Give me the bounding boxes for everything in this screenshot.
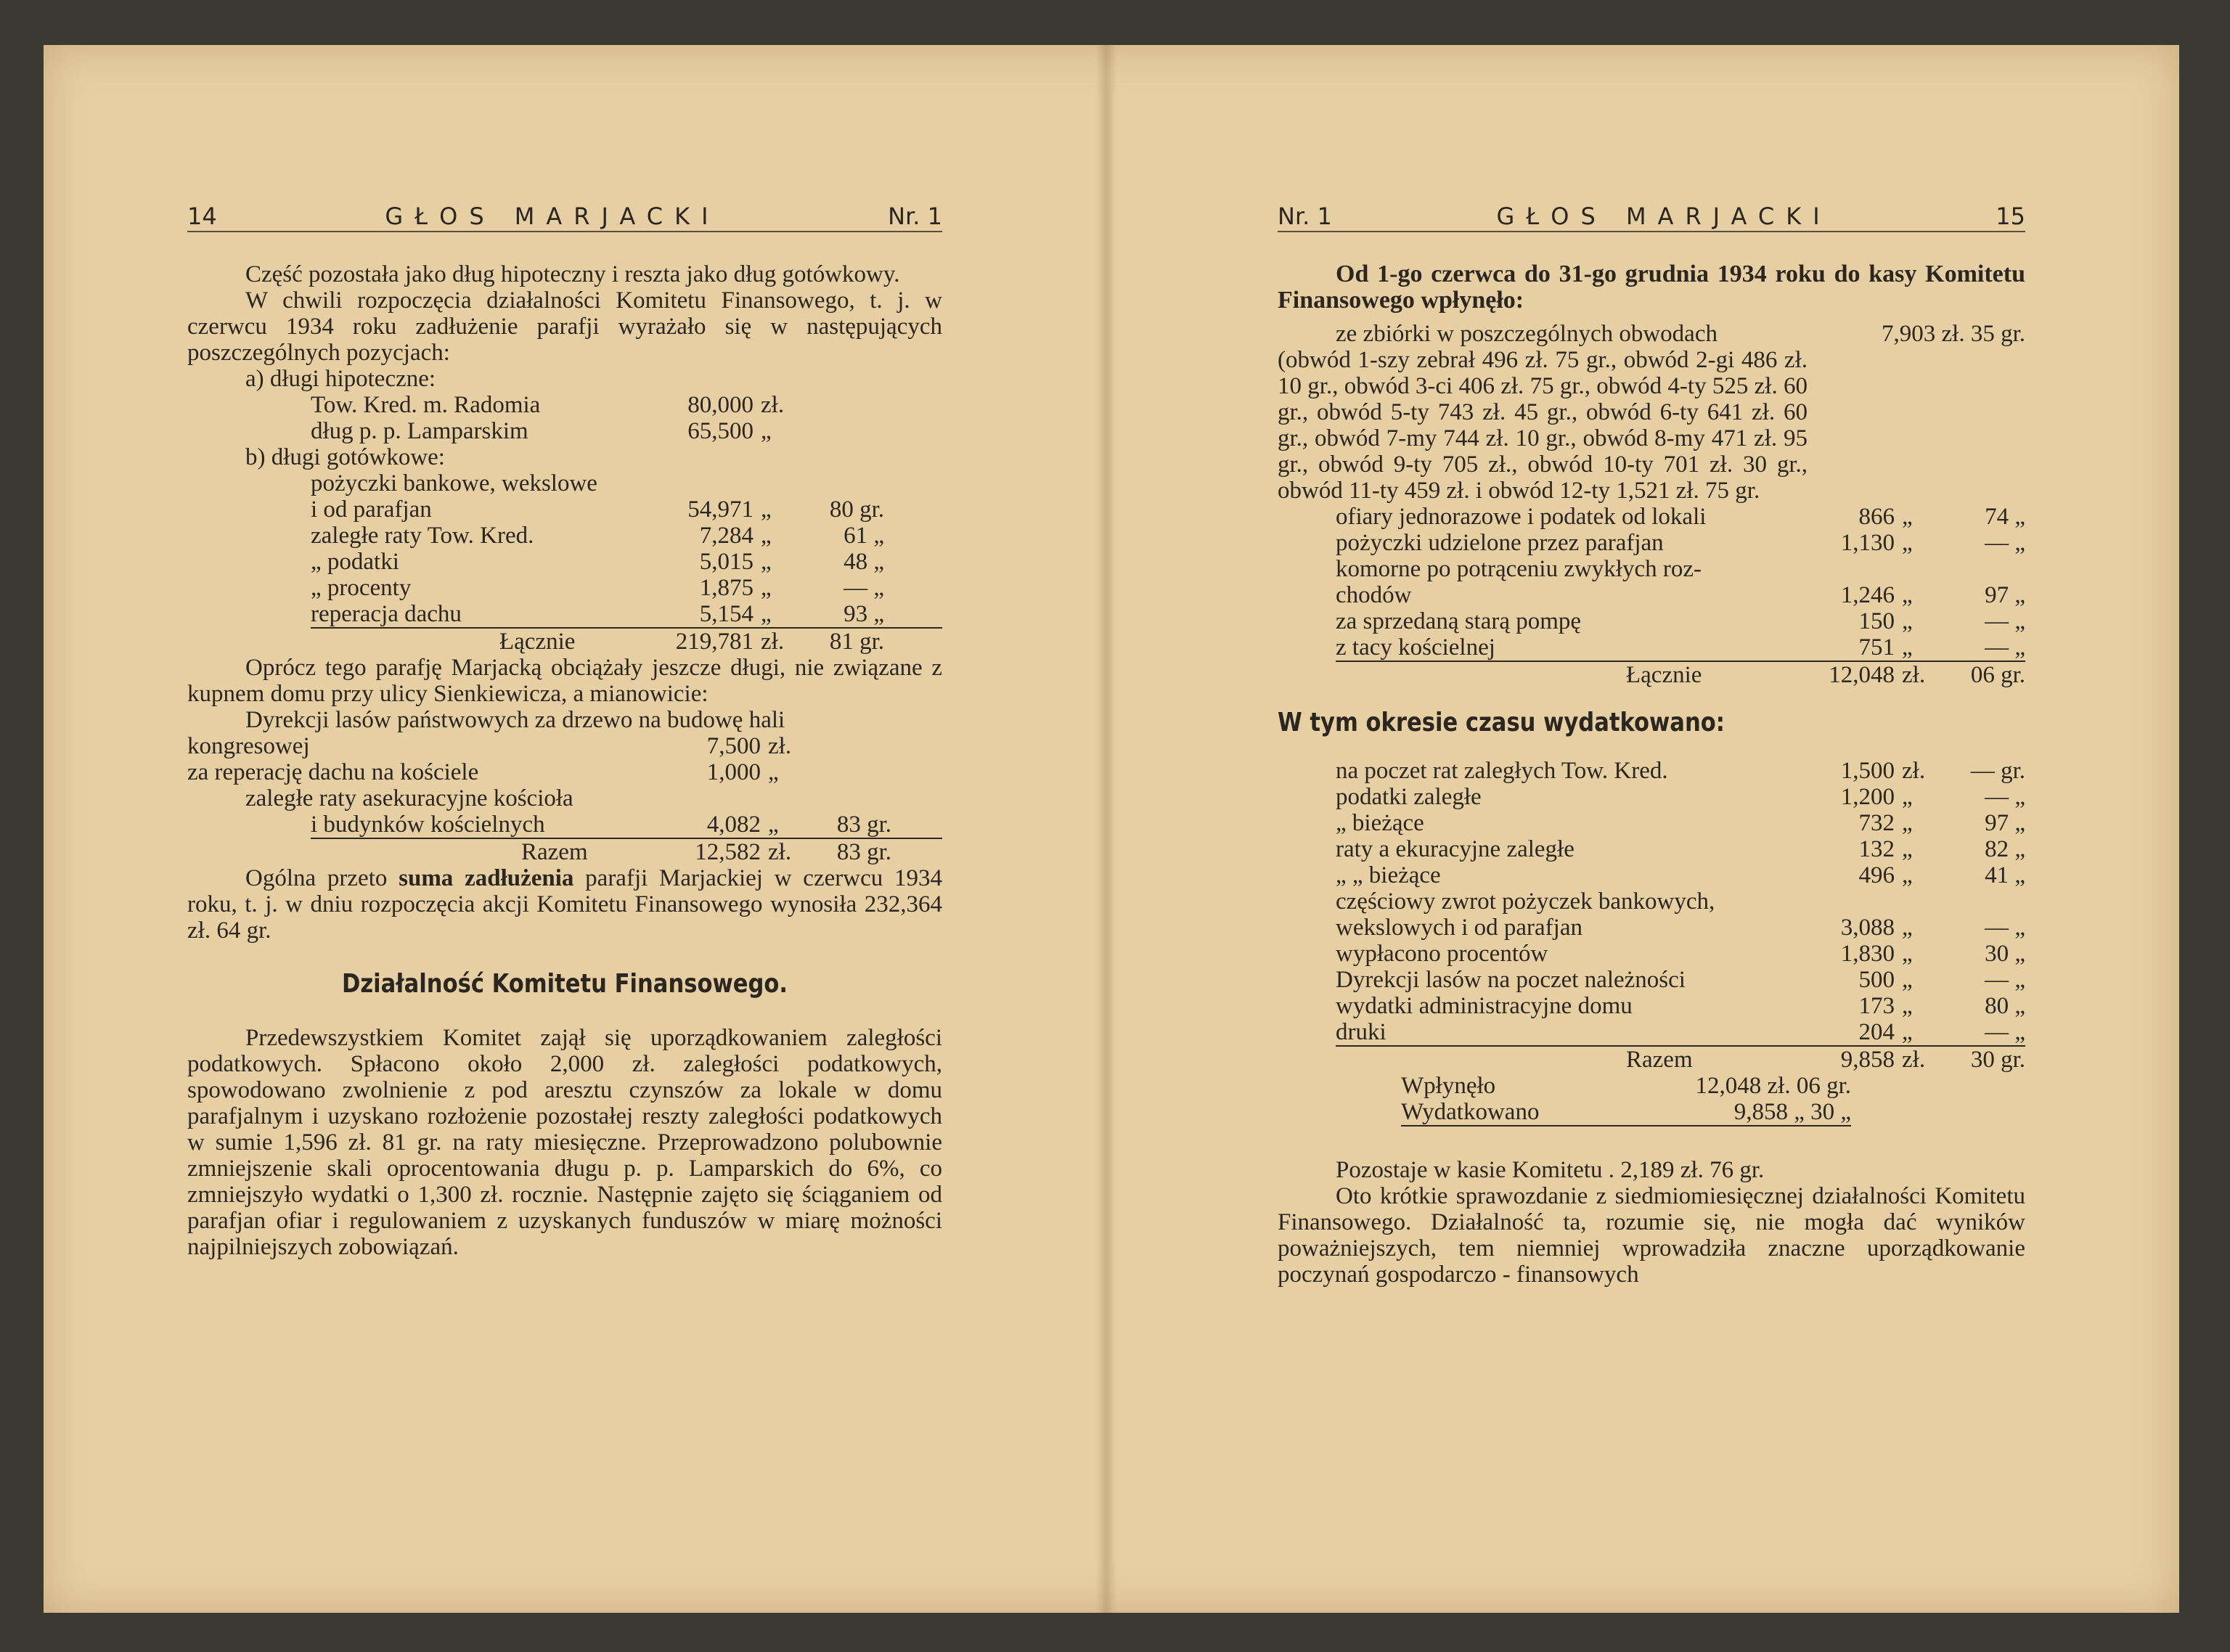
row-label: dług p. p. Lamparskim: [311, 418, 528, 444]
expense-total: [1278, 1047, 2025, 1073]
row-zloty: 132: [1858, 836, 1895, 862]
total-debt-paragraph: Ogólna przeto suma zadłużenia parafji Marjackiej w czerwcu 1934 roku, t. j. w dniu rozpoczęcia akcji Komitetu Finansowego wynosiła 232,364 zł. 64 gr.: [187, 865, 942, 944]
row-zloty: [1786, 888, 1895, 915]
row-unit: „: [761, 418, 772, 444]
ledger-row: [1336, 504, 2025, 530]
row-grosze: 06 gr.: [1970, 662, 2025, 688]
row-zloty: 1,130: [1840, 530, 1895, 556]
row-unit: „: [1902, 784, 1913, 810]
ledger-row: [1336, 608, 2025, 634]
row-zloty: 65,500: [687, 418, 753, 444]
row-unit: zł.: [761, 629, 785, 655]
row-label: i budynków kościelnych: [311, 811, 545, 838]
row-zloty: 54,971: [687, 496, 753, 523]
total-ledger-row: [521, 839, 942, 865]
row-label: komorne po potrąceniu zwykłych roz-: [1336, 556, 1702, 582]
row-unit: „: [761, 496, 772, 523]
ledger-row: [311, 392, 942, 418]
total-ledger-row: [499, 629, 942, 655]
right-page: [1278, 203, 2025, 1288]
row-zloty: 866: [1858, 504, 1895, 530]
row-grosze: [812, 733, 891, 759]
row-unit: „: [1902, 967, 1913, 993]
row-grosze: — „: [1985, 784, 2025, 810]
row-grosze: — gr.: [1970, 758, 2025, 784]
insurance-row: [187, 811, 942, 839]
row-zloty: 80,000: [687, 392, 753, 418]
row-zloty: 732: [1858, 810, 1895, 836]
row-grosze: 97 „: [1985, 582, 2025, 608]
row-zloty: 4,082: [706, 811, 761, 838]
ledger-row: [1336, 810, 2025, 836]
row-label: za sprzedaną starą pompę: [1336, 608, 1582, 634]
left-page: [187, 203, 942, 1260]
row-label: „ podatki: [311, 549, 399, 575]
debt-list: [187, 366, 942, 629]
ledger-row: [311, 523, 942, 549]
row-label: Łącznie: [499, 629, 576, 655]
row-unit: „: [768, 759, 779, 785]
row-unit: „: [1902, 941, 1913, 967]
row-label: wydatki administracyjne domu: [1336, 993, 1633, 1019]
row-unit: [1895, 556, 1945, 582]
ledger-row: [1336, 582, 2025, 608]
issue-number: Nr. 1: [888, 203, 942, 230]
ledger-row: [1336, 836, 2025, 862]
row-label: chodów: [1336, 582, 1412, 608]
row-zloty: 7,284: [699, 523, 753, 549]
row-unit: „: [1902, 504, 1913, 530]
row-label: częściowy zwrot pożyczek bankowych,: [1336, 888, 1715, 915]
ledger-row: [311, 575, 942, 601]
row-unit: „: [1902, 810, 1913, 836]
row-zloty: 3,088: [1840, 915, 1895, 941]
ledger-row: [1336, 888, 2025, 915]
extra-debt-items: [187, 733, 942, 785]
ledger-row: [187, 759, 942, 785]
row-grosze: 93 „: [844, 601, 884, 627]
balance-in: Wpłynęło 12,048 zł. 06 gr.: [1401, 1073, 1851, 1099]
income-list: [1278, 321, 2025, 347]
row-unit: „: [1902, 634, 1913, 661]
row-label: zaległe raty Tow. Kred.: [311, 523, 534, 549]
row-zloty: 1,875: [699, 575, 753, 601]
row-grosze: 83 gr.: [836, 811, 891, 838]
row-zloty: 219,781: [675, 629, 753, 655]
section-a-label: a) długi hipoteczne:: [245, 366, 436, 392]
book-gutter: [1096, 45, 1116, 1613]
ledger-row: [1336, 967, 2025, 993]
row-unit: [1895, 888, 1945, 915]
row-zloty: 496: [1858, 862, 1895, 888]
row-zloty: 1,000: [706, 759, 761, 785]
row-grosze: [804, 418, 884, 444]
page-number: 14: [187, 203, 217, 230]
total-ledger-row: [1626, 662, 2025, 688]
row-unit: „: [1902, 608, 1913, 634]
intro-paragraph: Część pozostała jako dług hipoteczny i reszta jako dług gotówkowy.: [245, 261, 900, 287]
row-grosze: 82 „: [1985, 836, 2025, 862]
cash-debt-items: [311, 496, 942, 629]
row-grosze: 30 gr.: [1970, 1047, 2025, 1073]
page-number: 15: [1996, 203, 2025, 230]
row-label: „ „ bieżące: [1336, 862, 1441, 888]
ledger-row: [1336, 758, 2025, 784]
row-unit: „: [768, 811, 779, 838]
row-grosze: — „: [1985, 915, 2025, 941]
row-grosze: — „: [844, 575, 884, 601]
row-label: podatki zaległe: [1336, 784, 1482, 810]
row-label: pożyczki udzielone przez parafjan: [1336, 530, 1664, 556]
section-b-sub: pożyczki bankowe, wekslowe: [311, 470, 597, 496]
ledger-row: [187, 733, 942, 759]
balance: [1278, 1073, 2025, 1126]
ledger-row: [1336, 784, 2025, 810]
collection-row: ze zbiórki w poszczególnych obwodach 7,903 zł. 35 gr.: [1336, 321, 2025, 347]
row-unit: „: [761, 523, 772, 549]
row-zloty: 204: [1858, 1019, 1895, 1045]
total-debt-emphasis: suma zadłużenia: [399, 865, 574, 891]
income-items: [1278, 504, 2025, 662]
row-unit: zł.: [1902, 758, 1926, 784]
ledger-row: [1336, 556, 2025, 582]
row-grosze: — „: [1985, 530, 2025, 556]
ledger-row: [311, 601, 942, 629]
row-grosze: 48 „: [844, 549, 884, 575]
expense-items: [1278, 758, 2025, 1047]
row-zloty: 751: [1858, 634, 1895, 661]
row-grosze: 81 gr.: [829, 629, 884, 655]
row-unit: „: [1902, 862, 1913, 888]
row-zloty: 1,830: [1840, 941, 1895, 967]
row-unit: zł.: [768, 839, 792, 865]
row-unit: „: [1902, 582, 1913, 608]
row-zloty: 1,246: [1840, 582, 1895, 608]
ledger-row: [311, 418, 942, 444]
row-grosze: 83 gr.: [836, 839, 891, 865]
row-label: i od parafjan: [311, 496, 432, 523]
ledger-row: [1336, 941, 2025, 967]
row-grosze: [1945, 556, 2025, 582]
district-detail: (obwód 1-szy zebrał 496 zł. 75 gr., obwód 2-gi 486 zł. 10 gr., obwód 3-ci 406 zł. 75 gr., obwód 4-ty 525 zł. 60 gr., obwód 5-ty 743 zł. 45 gr., obwód 6-ty 641 zł. 60 gr., obwód 7-my 744 zł. 10 gr., obwód 8-my 471 zł. 95 gr., obwód 9-ty 705 zł., obwód 10-ty 701 zł. 30 gr., obwód 11-ty 459 zł. i obwód 12-ty 1,521 zł. 75 gr.: [1278, 347, 1808, 504]
ledger-row: [1336, 993, 2025, 1019]
row-zloty: 150: [1858, 608, 1895, 634]
row-grosze: — „: [1985, 608, 2025, 634]
expenses-heading: W tym okresie czasu wydatkowano:: [1278, 708, 1725, 737]
row-grosze: [804, 392, 884, 418]
row-unit: zł.: [768, 733, 792, 759]
row-unit: zł.: [761, 392, 785, 418]
row-label: reperacja dachu: [311, 601, 462, 627]
row-label: Łącznie: [1626, 662, 1702, 688]
row-label: z tacy kościelnej: [1336, 634, 1495, 661]
row-grosze: 41 „: [1985, 862, 2025, 888]
row-zloty: 1,500: [1840, 758, 1895, 784]
row-label: Tow. Kred. m. Radomia: [311, 392, 541, 418]
ledger-row: [1336, 530, 2025, 556]
closing-paragraph: Oto krótkie sprawozdanie z siedmiomiesięcznej działalności Komitetu Finansowego. Działalność ta, rozumie się, nie mogła dać wyników poważniejszych, tem niemniej wprowadziła znaczne uporządkowanie poczynań gospodarczo - finansowych: [1278, 1183, 2025, 1288]
row-label: druki: [1336, 1019, 1386, 1045]
row-grosze: 30 „: [1985, 941, 2025, 967]
issue-number: Nr. 1: [1278, 203, 1332, 230]
row-zloty: 12,582: [695, 839, 761, 865]
journal-title: GŁOS MARJACKI: [385, 203, 720, 230]
ledger-row: [1336, 634, 2025, 662]
row-grosze: [1945, 888, 2025, 915]
row-zloty: 7,500: [706, 733, 761, 759]
row-label: ofiary jednorazowe i podatek od lokali: [1336, 504, 1707, 530]
ledger-row: [1336, 862, 2025, 888]
extra-debt-paragraph: Oprócz tego parafję Marjacką obciążały jeszcze długi, nie związane z kupnem domu przy ulicy Sienkiewicza, a mianowicie:: [187, 655, 942, 707]
activity-paragraph: Przedewszystkiem Komitet zajął się uporządkowaniem zaległości podatkowych. Spłacono około 2,000 zł. zaległości podatkowych, spowodowano zwolnienie z pod aresztu czynszów za lokale w domu parafjalnym i uzyskano rozłożenie pozostałej reszty zaległości podatkowych w sumie 1,596 zł. 81 gr. na raty miesięczne. Przeprowadzono polubownie zmniejszenie skali oprocentowania długu p. p. Lamparskich do 6%, co zmniejszyło wydatki o 1,300 zł. rocznie. Następnie zajęto się ściąganiem od parafjan ofiar i regulowaniem z uzyskanych funduszów w miarę możności najpilniejszych zobowiązań.: [187, 1025, 942, 1260]
row-label: raty a ekuracyjne zaległe: [1336, 836, 1575, 862]
row-unit: „: [1902, 915, 1913, 941]
ledger-row: [1336, 915, 2025, 941]
row-unit: „: [1902, 1019, 1913, 1045]
forest-directorate-line: Dyrekcji lasów państwowych za drzewo na budowę hali: [245, 707, 785, 733]
remaining-line: Pozostaje w kasie Komitetu . 2,189 zł. 76 gr.: [1336, 1157, 1765, 1183]
row-label: Razem: [521, 839, 588, 865]
row-zloty: 173: [1858, 993, 1895, 1019]
row-label: kongresowej: [187, 733, 310, 759]
income-total: [1278, 662, 2025, 688]
ledger-row: [311, 496, 942, 523]
running-header-left: [187, 203, 942, 232]
row-unit: „: [761, 549, 772, 575]
section-b-label: b) długi gotówkowe:: [245, 444, 445, 470]
total-row: [187, 629, 942, 655]
insurance-sub: zaległe raty asekuracyjne kościoła: [245, 785, 573, 811]
row-label: wypłacono procentów: [1336, 941, 1548, 967]
row-grosze: 80 gr.: [829, 496, 884, 523]
row-unit: „: [1902, 993, 1913, 1019]
ledger-row: [311, 549, 942, 575]
row-label: za reperację dachu na kościele: [187, 759, 479, 785]
row-label: Dyrekcji lasów na poczet należności: [1336, 967, 1686, 993]
row-zloty: 500: [1858, 967, 1895, 993]
running-header-right: [1278, 203, 2025, 232]
row-label: na poczet rat zaległych Tow. Kred.: [1336, 758, 1668, 784]
row-zloty: [1786, 556, 1895, 582]
row-grosze: 74 „: [1985, 504, 2025, 530]
row-label: „ procenty: [311, 575, 412, 601]
row-unit: „: [761, 575, 772, 601]
row-grosze: 61 „: [844, 523, 884, 549]
row-unit: zł.: [1902, 1047, 1926, 1073]
row-zloty: 12,048: [1829, 662, 1895, 688]
row-zloty: 1,200: [1840, 784, 1895, 810]
mortgage-items: [245, 392, 942, 444]
row-zloty: 9,858: [1840, 1047, 1895, 1073]
row-zloty: 5,154: [699, 601, 753, 627]
section-heading: Działalność Komitetu Finansowego.: [341, 969, 788, 999]
row-grosze: [812, 759, 891, 785]
balance-out: Wydatkowano 9,858 „ 30 „: [1401, 1099, 1851, 1125]
row-grosze: 80 „: [1985, 993, 2025, 1019]
row-grosze: 97 „: [1985, 810, 2025, 836]
row-label: „ bieżące: [1336, 810, 1424, 836]
row-unit: „: [1902, 530, 1913, 556]
row-unit: „: [761, 601, 772, 627]
row-label: Razem: [1626, 1047, 1693, 1073]
row-zloty: 5,015: [699, 549, 753, 575]
ledger-row: [1336, 1019, 2025, 1047]
razem-row: [187, 839, 942, 865]
ledger-row: [311, 811, 942, 839]
row-grosze: — „: [1985, 634, 2025, 661]
row-unit: „: [1902, 836, 1913, 862]
total-ledger-row: [1626, 1047, 2025, 1073]
row-label: wekslowych i od parafjan: [1336, 915, 1582, 941]
row-unit: zł.: [1902, 662, 1926, 688]
row-grosze: — „: [1985, 967, 2025, 993]
journal-title: GŁOS MARJACKI: [1496, 203, 1831, 230]
row-grosze: — „: [1985, 1019, 2025, 1045]
debt-paragraph: W chwili rozpoczęcia działalności Komitetu Finansowego, t. j. w czerwcu 1934 roku zadłużenie parafji wyrażało się w następujących poszczególnych pozycjach:: [187, 287, 942, 366]
income-heading: Od 1-go czerwca do 31-go grudnia 1934 roku do kasy Komitetu Finansowego wpłynęło:: [1278, 261, 2025, 314]
